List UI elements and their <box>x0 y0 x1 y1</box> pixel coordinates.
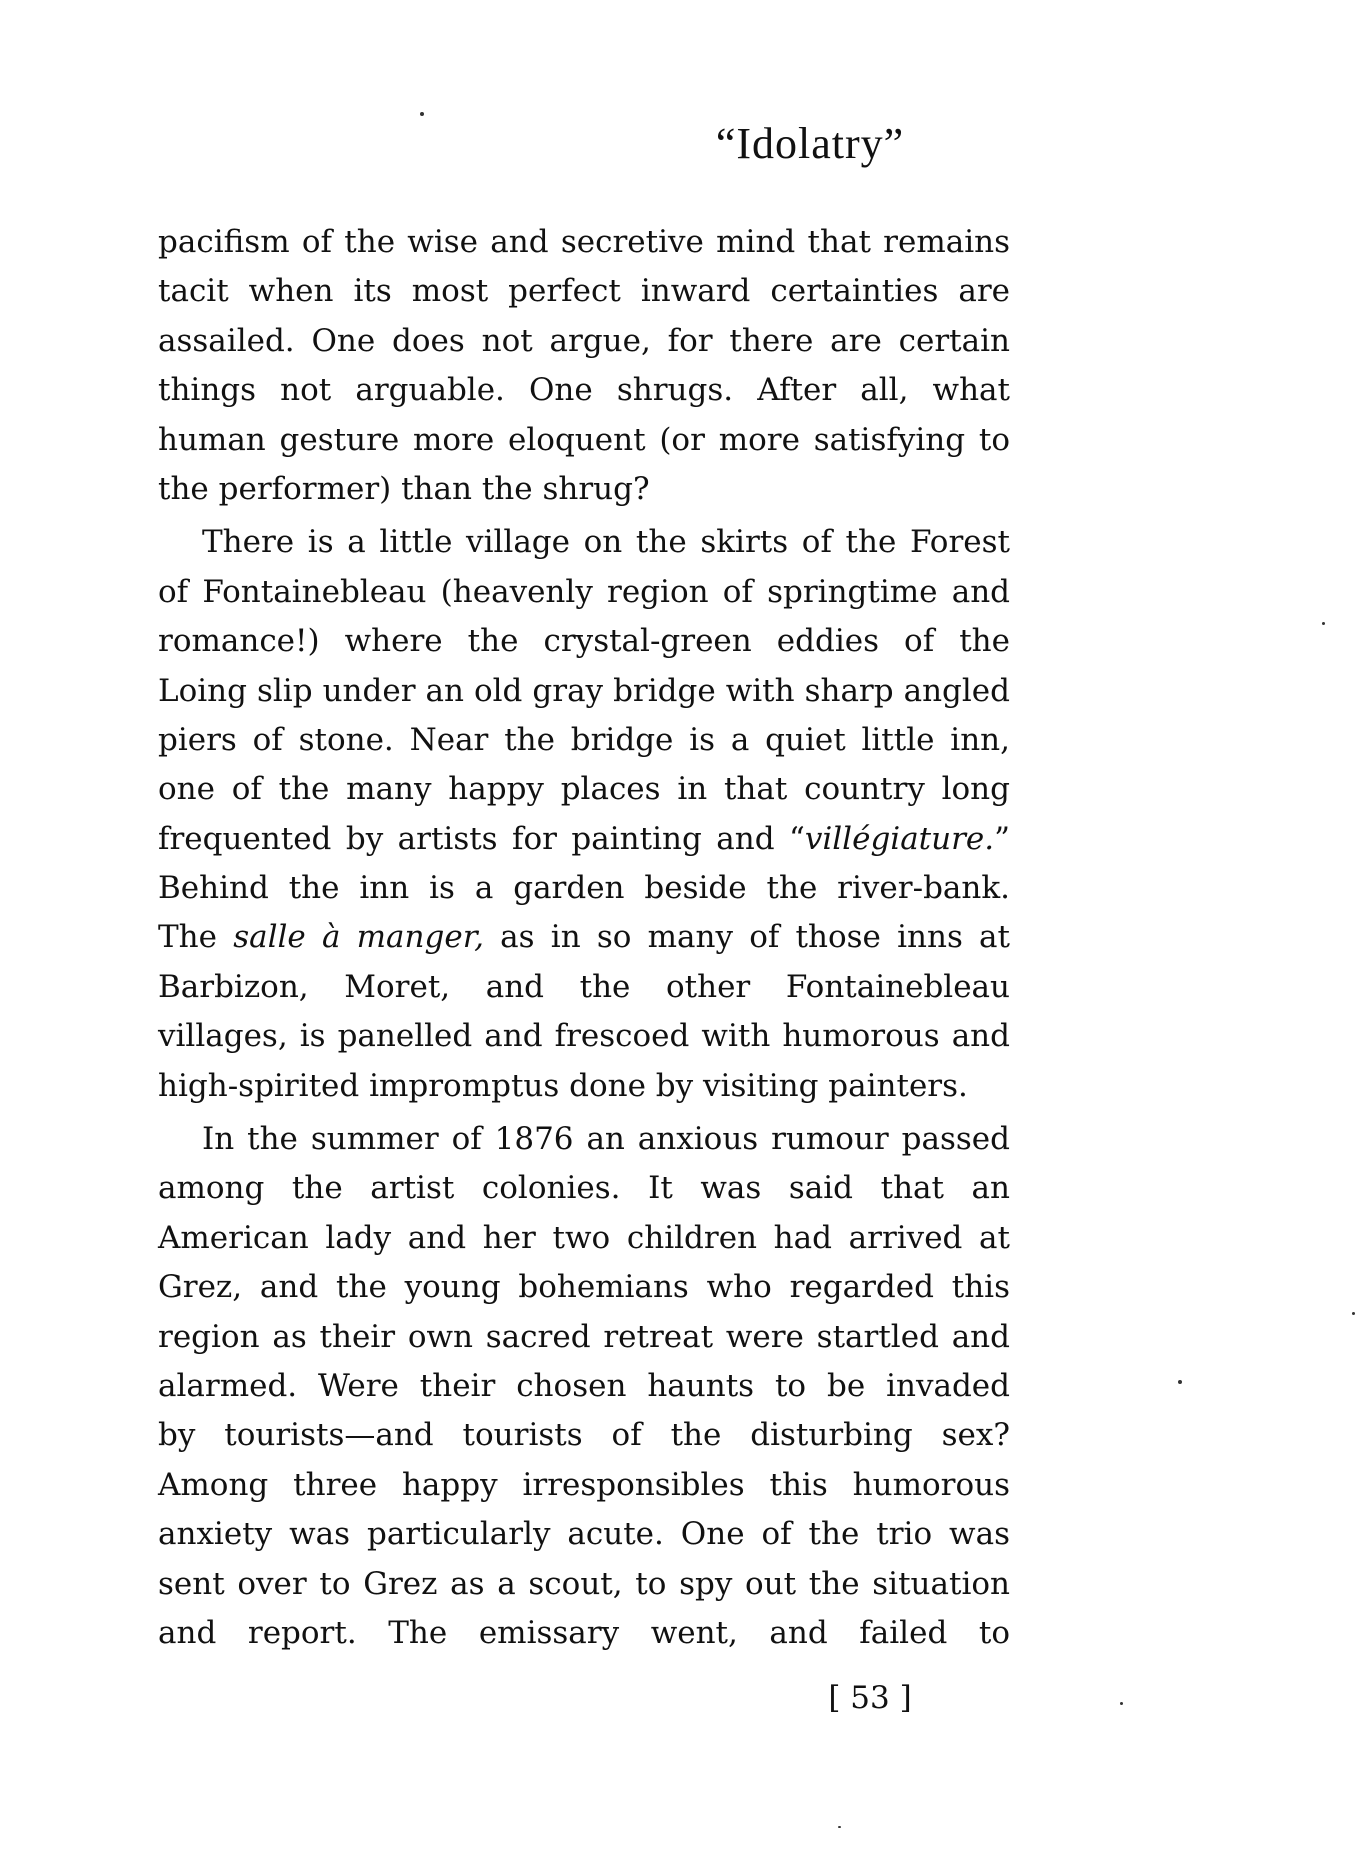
text-line: things not arguable. One shrugs. After all, what <box>158 372 1010 409</box>
text-line: villages, is panelled and frescoed with humorous and <box>158 1018 1010 1055</box>
text-line: romance!) where the crystal-green eddies of the <box>158 623 1010 660</box>
text-line: pacifism of the wise and secretive mind that remains <box>158 224 1010 260</box>
text-line: Loing slip under an old gray bridge with sharp angled <box>158 672 1010 709</box>
text-line: assailed. One does not argue, for there are certain <box>158 322 1010 359</box>
text-line: by tourists—and tourists of the disturbing sex? <box>158 1417 1010 1454</box>
text-line: piers of stone. Near the bridge is a quiet little inn, <box>158 721 1010 758</box>
text-line: one of the many happy places in that country long <box>158 771 1010 808</box>
text-line: human gesture more eloquent (or more satisfying to <box>158 421 1010 458</box>
text-line: tacit when its most perfect inward certainties are <box>158 273 1010 310</box>
text-line: Grez, and the young bohemians who regarded this <box>158 1269 1010 1306</box>
text-line: anxiety was particularly acute. One of the trio was <box>158 1516 1010 1553</box>
scan-speck <box>1322 622 1325 625</box>
text-line: Barbizon, Moret, and the other Fontainebleau <box>158 968 1010 1005</box>
paragraph-1 <box>158 218 1010 514</box>
text-line: In the summer of 1876 an anxious rumour passed <box>202 1121 1010 1158</box>
scan-speck <box>1120 1702 1123 1705</box>
scan-speck <box>838 1826 841 1828</box>
text-line: American lady and her two children had arrived at <box>158 1219 1010 1256</box>
text-line: region as their own sacred retreat were startled and <box>158 1318 1010 1355</box>
text-line: of Fontainebleau (heavenly region of springtime and <box>158 573 1010 610</box>
paragraph-3 <box>158 1115 1010 1658</box>
text-line: The salle à manger, as in so many of those inns at <box>158 919 1011 956</box>
running-head: “Idolatry” <box>715 119 905 168</box>
scan-speck <box>1352 1312 1355 1315</box>
text-line: frequented by artists for painting and “villégiature.” <box>158 820 1010 857</box>
text-line: Among three happy irresponsibles this humorous <box>158 1466 1010 1503</box>
text-line: high-spirited impromptus done by visiting painters. <box>158 1067 968 1104</box>
italic-phrase: villégiature. <box>804 820 995 857</box>
italic-phrase: salle à manger, <box>233 919 484 956</box>
text-line: among the artist colonies. It was said that an <box>158 1170 1010 1207</box>
text-line: and report. The emissary went, and failed to <box>158 1614 1010 1651</box>
text-line: the performer) than the shrug? <box>158 470 650 507</box>
page-number: [ 53 ] <box>828 1680 912 1716</box>
scan-speck <box>420 112 424 116</box>
text-line: There is a little village on the skirts of the Forest <box>202 524 1010 561</box>
scan-speck <box>1178 1380 1182 1384</box>
text-line: alarmed. Were their chosen haunts to be invaded <box>158 1367 1010 1404</box>
text-line: Behind the inn is a garden beside the river-bank. <box>158 870 1010 907</box>
text-line: sent over to Grez as a scout, to spy out the situation <box>158 1565 1010 1602</box>
body-text <box>158 218 1010 1658</box>
paragraph-2 <box>158 518 1010 1111</box>
